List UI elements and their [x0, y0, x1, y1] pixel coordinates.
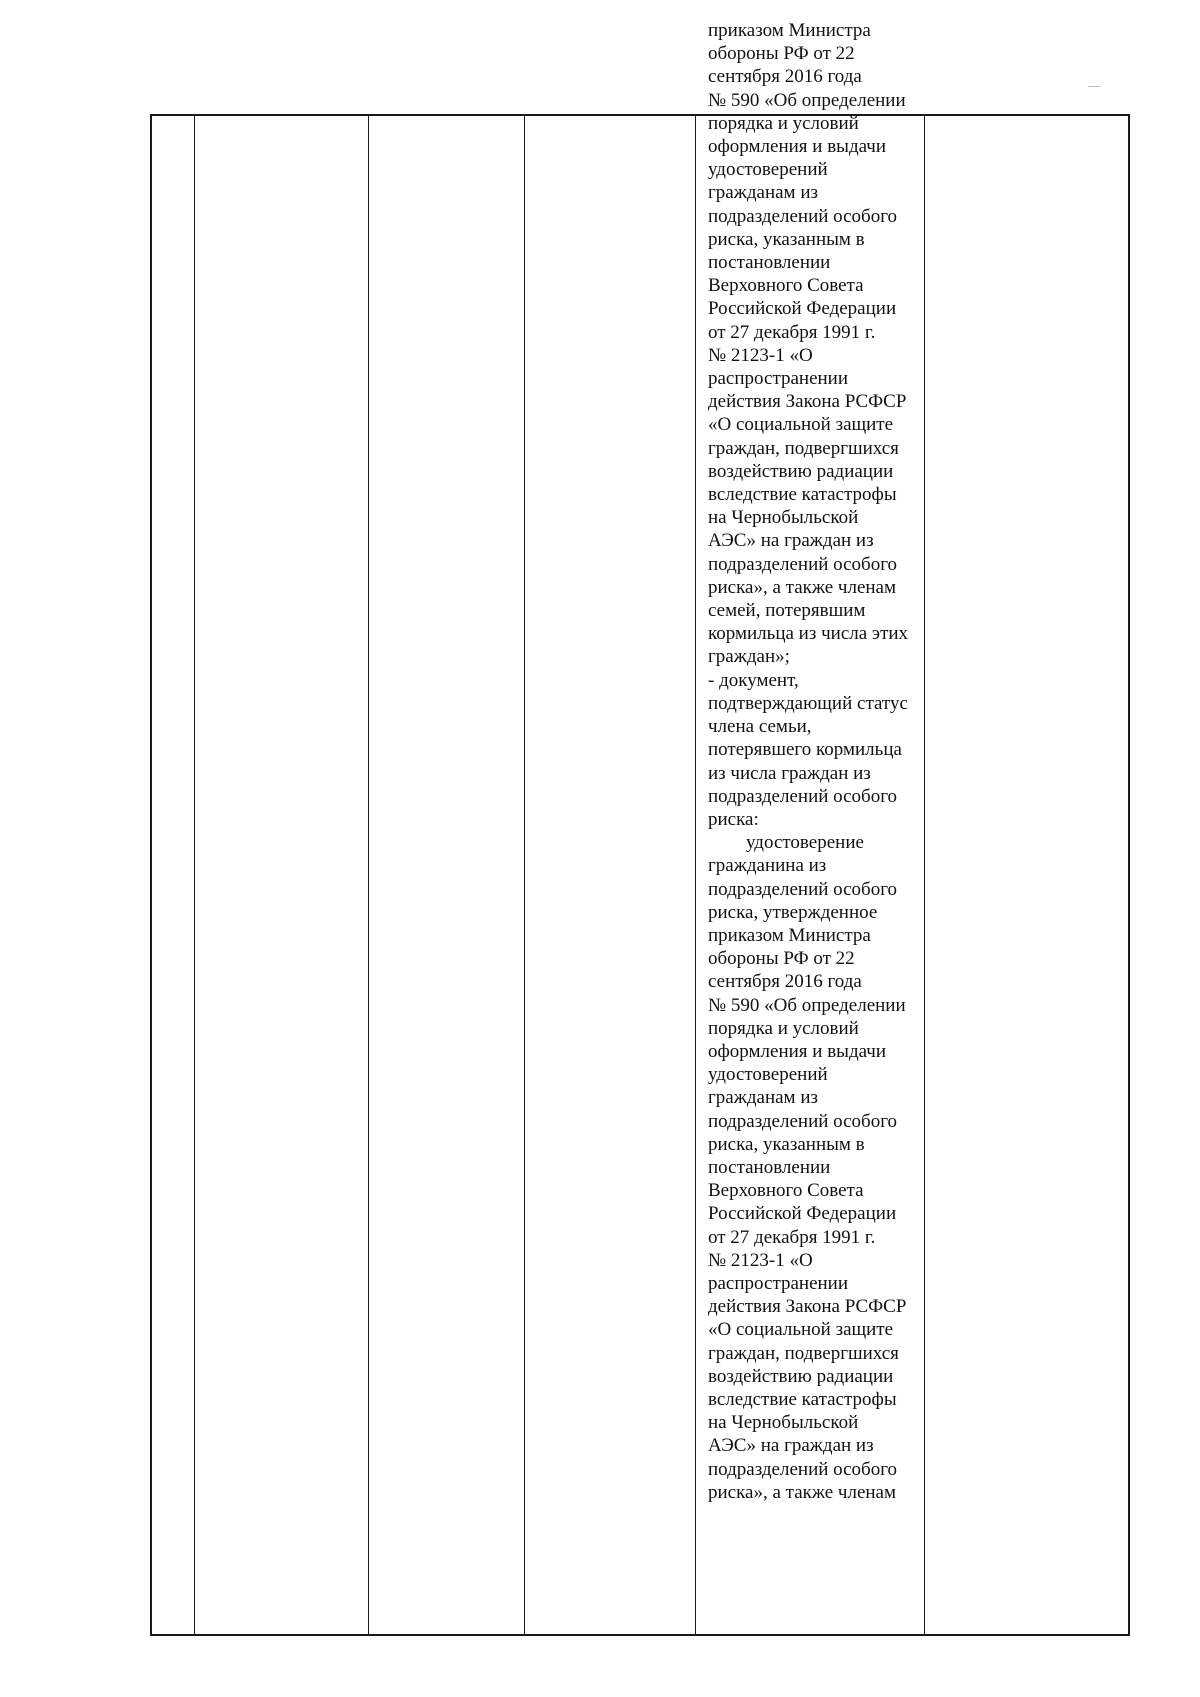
scan-artifact	[1088, 86, 1100, 87]
column-divider-2	[368, 116, 369, 1634]
column-divider-3	[524, 116, 525, 1634]
column-divider-1	[194, 116, 195, 1634]
column-divider-5	[924, 116, 925, 1634]
column-divider-4	[695, 116, 696, 1634]
documents-cell-text: приказом Министра обороны РФ от 22 сентября 2016 года № 590 «Об определении порядка и условий оформления и выдачи удостоверений гражданам из подразделений особого риска, указанным в постановлении Верховного Совета Российской Федерации от 27 декабря 1991 г. № 2123-1 «О распространении действия Закона РСФСР «О социальной защите граждан, подвергшихся воздействию радиации вследствие катастрофы на Чернобыльской АЭС» на граждан из подразделений особого риска», а также членам семей, потерявшим кормильца из числа этих граждан»; - документ, подтверждающий статус члена семьи, потерявшего кормильца из числа граждан из подразделений особого риска: удостоверение гражданина из подразделений особого риска, утвержденное приказом Министра обороны РФ от 22 сентября 2016 года № 590 «Об определении порядка и условий оформления и выдачи удостоверений гражданам из подразделений особого риска, указанным в постановлении Верховного Совета Российской Федерации от 27 декабря 1991 г. № 2123-1 «О распространении действия Закона РСФСР «О социальной защите граждан, подвергшихся воздействию радиации вследствие катастрофы на Чернобыльской АЭС» на граждан из подразделений особого риска», а также членам	[708, 20, 909, 1503]
table-frame	[150, 114, 1130, 1636]
